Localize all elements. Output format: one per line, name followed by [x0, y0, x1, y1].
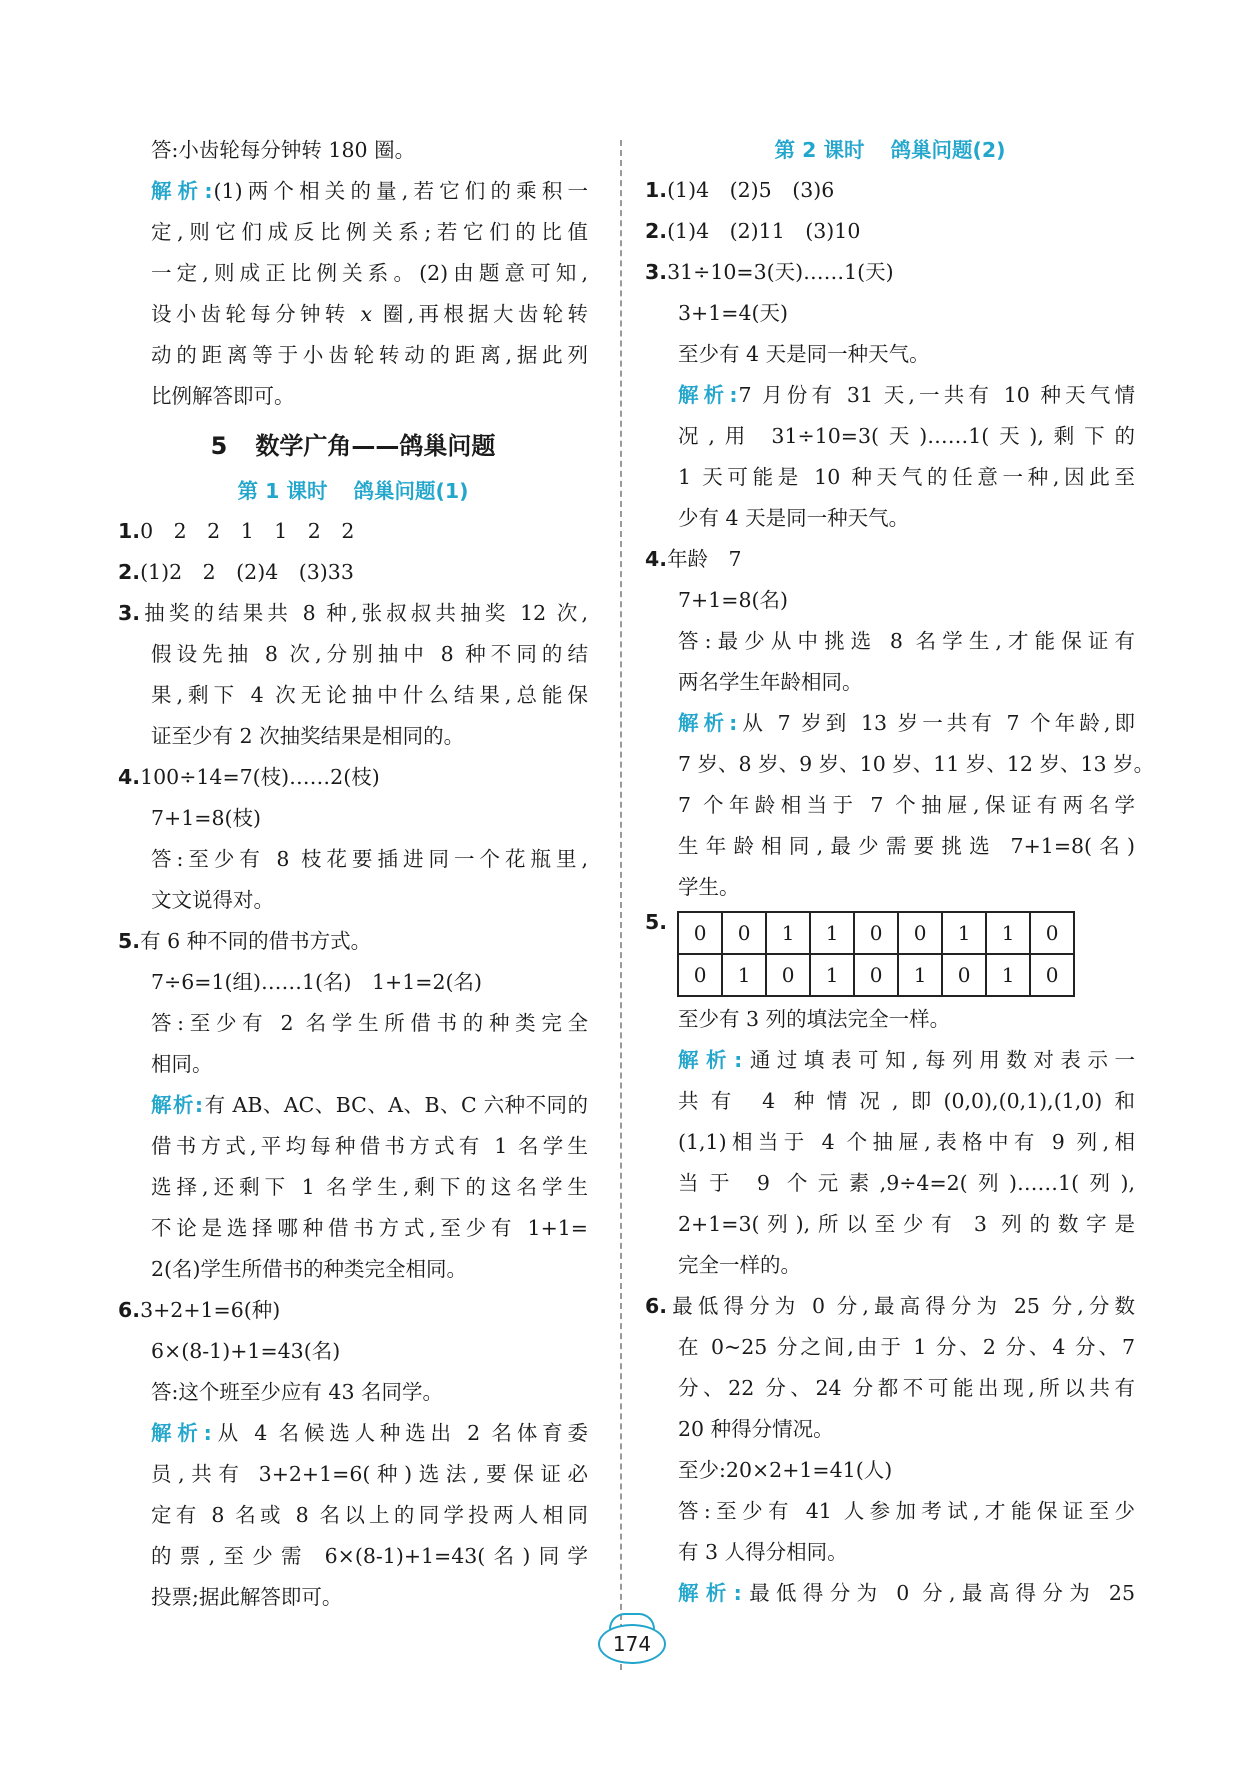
- text-line: [645, 539, 1135, 580]
- text-line: [645, 252, 1135, 293]
- line-text: 生年龄相同,最少需要挑选 7+1=8(名): [678, 834, 1135, 858]
- text-line: [645, 1081, 1135, 1122]
- text-line: [118, 511, 588, 552]
- line-text: 学生。: [678, 875, 740, 899]
- text-line: [118, 1495, 588, 1536]
- lesson-name: 鸽巢问题(1): [353, 479, 469, 503]
- line-text: 7÷6=1(组)……1(名) 1+1=2(名): [151, 970, 482, 994]
- line-text: 答:小齿轮每分钟转 180 圈。: [151, 138, 416, 162]
- text-line: [645, 498, 1135, 539]
- text-line: [118, 1577, 588, 1618]
- text-line: [118, 798, 588, 839]
- line-text: 至少:20×2+1=41(人): [678, 1458, 893, 1482]
- line-text: 分、22 分、24 分都不可能出现,所以共有: [678, 1376, 1135, 1400]
- table-cell: 0: [722, 912, 766, 954]
- line-text: 完全一样的。: [678, 1253, 801, 1277]
- line-text: (1)2 2 (2)4 (3)33: [140, 560, 354, 584]
- text-line: [118, 376, 588, 417]
- text-line: [118, 839, 588, 880]
- line-text: (1)4 (2)11 (3)10: [667, 219, 861, 243]
- text-line: [118, 675, 588, 716]
- answer-table: [677, 911, 1075, 997]
- problem-number: 2.: [645, 219, 668, 243]
- text-line: [118, 1208, 588, 1249]
- problem-number: 4.: [645, 547, 668, 571]
- text-line: [118, 593, 588, 634]
- line-text: 一定,则成正比例关系。(2)由题意可知,: [151, 261, 588, 285]
- lesson-title-1: [118, 471, 588, 511]
- line-text: 最低得分为 0 分,最高得分为 25 分,分数: [667, 1294, 1135, 1318]
- line-text: 1 天可能是 10 种天气的任意一种,因此至: [678, 465, 1135, 489]
- problem-number: 5.: [645, 910, 668, 934]
- line-text: (1)4 (2)5 (3)6: [667, 178, 835, 202]
- analysis-label: 解析:: [678, 383, 739, 407]
- table-cell: 1: [810, 912, 854, 954]
- section-name: 数学广角——鸽巢问题: [255, 432, 496, 460]
- line-text: 从 4 名候选人种选出 2 名体育委: [212, 1421, 588, 1445]
- line-text: 员,共有 3+2+1=6(种)选法,要保证必: [151, 1462, 588, 1486]
- line-text: 的票,至少需 6×(8-1)+1=43(名)同学: [151, 1544, 588, 1568]
- table-cell: 1: [986, 954, 1030, 996]
- problem-number: 3.: [118, 601, 141, 625]
- line-text: 借书方式,平均每种借书方式有 1 名学生: [151, 1134, 588, 1158]
- text-line: [118, 921, 588, 962]
- table-cell: 1: [986, 912, 1030, 954]
- line-text: 2(名)学生所借书的种类完全相同。: [151, 1257, 468, 1281]
- lesson-label: 第 1 课时: [237, 479, 328, 503]
- table-cell: 0: [898, 912, 942, 954]
- line-text: 当于 9 个元素,9÷4=2(列)……1(列),: [678, 1171, 1135, 1195]
- analysis-label: 解析:: [151, 1093, 205, 1117]
- problem-5-table-row: [645, 908, 1135, 999]
- line-text: 31÷10=3(天)……1(天): [667, 260, 894, 284]
- analysis-label: 解析:: [151, 1421, 213, 1445]
- right-answer-block-2: [645, 999, 1135, 1614]
- line-text: 两名学生年龄相同。: [678, 670, 863, 694]
- table-cell: 1: [766, 912, 810, 954]
- text-line: [645, 867, 1135, 908]
- problem-number: 5.: [118, 929, 141, 953]
- text-line: [645, 1491, 1135, 1532]
- line-text: 文文说得对。: [151, 888, 274, 912]
- line-text: 答:最少从中挑选 8 名学生,才能保证有: [678, 629, 1135, 653]
- lesson-title-2: [645, 130, 1135, 170]
- problem-number: 2.: [118, 560, 141, 584]
- table-cell: 0: [678, 912, 722, 954]
- line-text: 0 2 2 1 1 2 2: [140, 519, 355, 543]
- text-line: [645, 785, 1135, 826]
- analysis-label: 解析:: [678, 1581, 743, 1605]
- text-line: [118, 335, 588, 376]
- text-line: [645, 1327, 1135, 1368]
- line-text: 比例解答即可。: [151, 384, 295, 408]
- text-line: [118, 1167, 588, 1208]
- text-line: [118, 1536, 588, 1577]
- text-line: [118, 1290, 588, 1331]
- text-line: [645, 334, 1135, 375]
- line-text: 圈,再根据大齿轮转: [372, 302, 588, 326]
- text-line: [118, 1126, 588, 1167]
- analysis-label: 解析:: [678, 1048, 744, 1072]
- table-cell: 0: [854, 912, 898, 954]
- text-line: [645, 1286, 1135, 1327]
- line-text: 有 3 人得分相同。: [678, 1540, 848, 1564]
- line-text: 有 6 种不同的借书方式。: [140, 929, 372, 953]
- text-line: [118, 1454, 588, 1495]
- line-text: 答:至少有 2 名学生所借书的种类完全: [151, 1011, 588, 1035]
- text-line: [118, 1044, 588, 1085]
- line-text: 果,剩下 4 次无论抽中什么结果,总能保: [151, 683, 588, 707]
- text-line: [645, 375, 1135, 416]
- line-text: 有 AB、AC、BC、A、B、C 六种不同的: [204, 1093, 588, 1117]
- text-line: [645, 826, 1135, 867]
- line-text: 从 7 岁到 13 岁一共有 7 个年龄,即: [738, 711, 1135, 735]
- text-line: [645, 1450, 1135, 1491]
- table-cell: 0: [766, 954, 810, 996]
- text-line: [645, 293, 1135, 334]
- left-answer-block-2: [118, 511, 588, 1618]
- lesson-label: 第 2 课时: [774, 138, 865, 162]
- line-text: 100÷14=7(枝)……2(枝): [140, 765, 380, 789]
- text-line: [645, 580, 1135, 621]
- text-line: [118, 171, 588, 212]
- line-text: 7 个年龄相当于 7 个抽屉,保证有两名学: [678, 793, 1135, 817]
- line-text: 况,用 31÷10=3(天)……1(天),剩下的: [678, 424, 1135, 448]
- text-line: [645, 1040, 1135, 1081]
- problem-number: 3.: [645, 260, 668, 284]
- table-cell: 0: [678, 954, 722, 996]
- text-line: [118, 1413, 588, 1454]
- text-line: [118, 634, 588, 675]
- table-cell: 0: [942, 954, 986, 996]
- text-line: [118, 716, 588, 757]
- table-cell: 1: [722, 954, 766, 996]
- right-answer-block-1: [645, 170, 1155, 908]
- table-cell: 1: [942, 912, 986, 954]
- line-text: 3+2+1=6(种): [140, 1298, 281, 1322]
- right-column: [645, 130, 1155, 1614]
- text-line: [118, 552, 588, 593]
- line-text: 答:至少有 41 人参加考试,才能保证至少: [678, 1499, 1135, 1523]
- text-line: [645, 1163, 1135, 1204]
- text-line: [645, 1532, 1135, 1573]
- line-text: 共有 4 种情况,即(0,0),(0,1),(1,0)和: [678, 1089, 1135, 1113]
- left-answer-block-1: [118, 130, 588, 417]
- text-line: [645, 744, 1155, 785]
- text-line: [645, 621, 1135, 662]
- table-cell: 0: [854, 954, 898, 996]
- text-line: [645, 457, 1135, 498]
- left-column: [118, 130, 588, 1618]
- problem-number: 4.: [118, 765, 141, 789]
- text-line: [645, 703, 1135, 744]
- line-text: 7+1=8(枝): [151, 806, 261, 830]
- problem-number: 1.: [118, 519, 141, 543]
- text-line: [118, 1331, 588, 1372]
- text-line: [645, 1368, 1135, 1409]
- line-text: 3+1=4(天): [678, 301, 788, 325]
- line-text: 定,则它们成反比例关系;若它们的比值: [151, 220, 588, 244]
- column-divider: [620, 140, 622, 1670]
- line-text: 至少有 3 列的填法完全一样。: [678, 1007, 951, 1031]
- table-row: [678, 912, 1074, 954]
- analysis-label: 解析:: [151, 179, 214, 203]
- line-text: 最低得分为 0 分,最高得分为 25: [742, 1581, 1135, 1605]
- line-text: 假设先抽 8 次,分别抽中 8 种不同的结: [151, 642, 588, 666]
- text-line: [118, 212, 588, 253]
- section-title: [118, 421, 588, 471]
- text-line: [645, 1573, 1135, 1614]
- text-line: [118, 880, 588, 921]
- line-text: (1)两个相关的量,若它们的乘积一: [213, 179, 588, 203]
- text-line: [118, 130, 588, 171]
- line-text: 至少有 4 天是同一种天气。: [678, 342, 930, 366]
- line-text: 投票;据此解答即可。: [151, 1585, 343, 1609]
- line-text: 年龄 7: [667, 547, 742, 571]
- table-row: [678, 954, 1074, 996]
- line-text: 通过填表可知,每列用数对表示一: [743, 1048, 1136, 1072]
- line-text: 20 种得分情况。: [678, 1417, 834, 1441]
- analysis-label: 解析:: [678, 711, 739, 735]
- section-number: 5: [210, 432, 228, 460]
- line-text: 动的距离等于小齿轮转动的距离,据此列: [151, 343, 588, 367]
- line-text: 不论是选择哪种借书方式,至少有 1+1=: [151, 1216, 588, 1240]
- line-text: 2+1=3(列),所以至少有 3 列的数字是: [678, 1212, 1135, 1236]
- line-text: 设小齿轮每分钟转: [151, 302, 361, 326]
- problem-number: 6.: [645, 1294, 668, 1318]
- page-number: 174: [598, 1624, 666, 1664]
- table-cell: 1: [810, 954, 854, 996]
- line-text: 定有 8 名或 8 名以上的同学投两人相同: [151, 1503, 588, 1527]
- line-text: 在 0~25 分之间,由于 1 分、2 分、4 分、7: [678, 1335, 1135, 1359]
- text-line: [118, 1003, 588, 1044]
- text-line: [645, 416, 1135, 457]
- table-cell: 0: [1030, 954, 1074, 996]
- text-line: [645, 1245, 1135, 1286]
- text-line: [118, 294, 588, 335]
- text-line: [645, 1409, 1135, 1450]
- text-line: [118, 757, 588, 798]
- text-line: [645, 211, 1135, 252]
- lesson-name: 鸽巢问题(2): [890, 138, 1006, 162]
- text-line: [645, 662, 1135, 703]
- line-text: 答:这个班至少应有 43 名同学。: [151, 1380, 444, 1404]
- line-text: 证至少有 2 次抽奖结果是相同的。: [151, 724, 465, 748]
- line-text: 相同。: [151, 1052, 213, 1076]
- text-line: [645, 1122, 1135, 1163]
- problem-number: 1.: [645, 178, 668, 202]
- text-line: [118, 962, 588, 1003]
- text-line: [118, 1085, 588, 1126]
- table-cell: 0: [1030, 912, 1074, 954]
- line-text: 6×(8-1)+1=43(名): [151, 1339, 341, 1363]
- line-text: 7+1=8(名): [678, 588, 788, 612]
- table-cell: 1: [898, 954, 942, 996]
- line-text: 少有 4 天是同一种天气。: [678, 506, 910, 530]
- line-text: 答:至少有 8 枝花要插进同一个花瓶里,: [151, 847, 588, 871]
- text-line: [118, 1372, 588, 1413]
- line-text: 7 月份有 31 天,一共有 10 种天气情: [738, 383, 1135, 407]
- text-line: [118, 1249, 588, 1290]
- line-text: (1,1)相当于 4 个抽屉,表格中有 9 列,相: [678, 1130, 1135, 1154]
- variable-x: x: [360, 302, 373, 326]
- text-line: [118, 253, 588, 294]
- line-text: 选择,还剩下 1 名学生,剩下的这名学生: [151, 1175, 588, 1199]
- text-line: [645, 1204, 1135, 1245]
- text-line: [645, 170, 1135, 211]
- text-line: [645, 999, 1135, 1040]
- line-text: 7 岁、8 岁、9 岁、10 岁、11 岁、12 岁、13 岁。: [678, 752, 1155, 776]
- problem-number: 6.: [118, 1298, 141, 1322]
- line-text: 抽奖的结果共 8 种,张叔叔共抽奖 12 次,: [140, 601, 588, 625]
